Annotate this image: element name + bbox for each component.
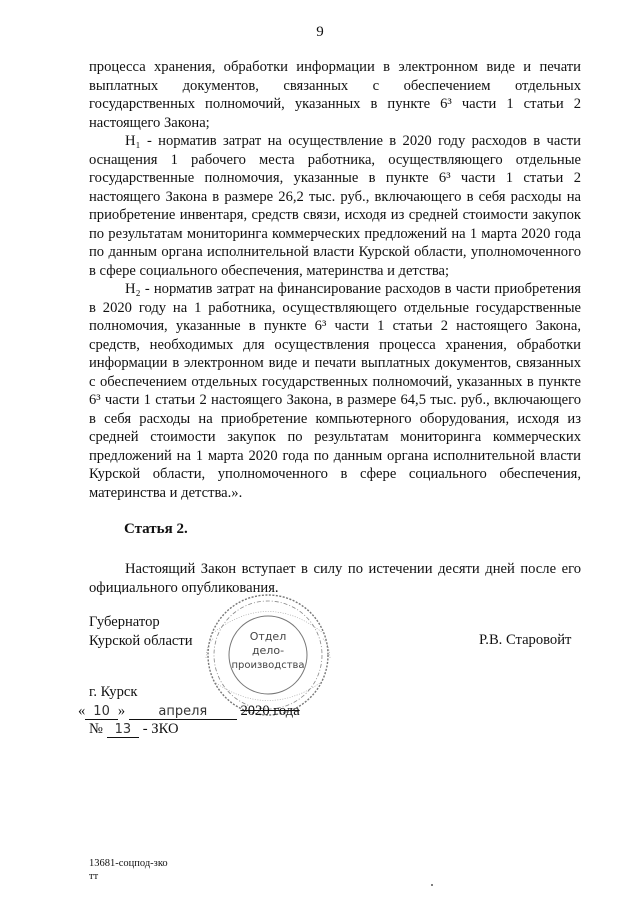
governor-name: Р.В. Старовойт xyxy=(479,632,572,648)
footer-code xyxy=(89,857,168,883)
page-number: 9 xyxy=(316,24,324,40)
stamp-line-1: Отдел xyxy=(249,630,287,643)
document-body xyxy=(89,58,581,502)
governor-title-line1: Губернатор xyxy=(89,614,160,630)
footer-line1: 13681-соцпод-зко xyxy=(89,858,168,869)
governor-title xyxy=(89,613,193,651)
law-number-suffix: - ЗКО xyxy=(142,721,179,737)
paragraph-n2: Н₂ - норматив затрат на финансирование расходов в части приобретения в 2020 году на 1 работника, осуществляющего отдельные государственные полномочия, указанные в пункте 6³ части 1 статьи 2 настоящего Закона, средств, необходимых для осуществления процесса хранения, обработки информации в электронном виде и печати выплатных документов, связанных с обеспечением отдельных государственных полномочий, указанных в пункте 6³ части 1 статьи 2 настоящего Закона, в размере 64,5 тыс. руб., включающего в себя расходы на приобретение компьютерного оборудования, исходя из средней стоимости закупок по результатам мониторинга коммерческих предложений на 1 марта 2020 года по данным органа исполнительной власти Курской области, уполномоченного в сфере социального обеспечения, материнства и детства.». xyxy=(89,281,581,501)
stamp-line-3: производства xyxy=(231,660,305,671)
article-heading: Статья 2. xyxy=(124,521,188,537)
date-day: 10 xyxy=(85,704,118,720)
city: г. Курск xyxy=(89,684,138,700)
scan-speck xyxy=(431,884,433,886)
date-close-quote: » xyxy=(117,703,126,719)
law-number-sign: № xyxy=(89,721,103,737)
paragraph-continuation: процесса хранения, обработки информации в электронном виде и печати выплатных документов, связанных с обеспечением отдельных государственных полномочий, указанных в пункте 6³ части 1 статьи 2 настоящего Закона; xyxy=(89,59,581,131)
date-month: апреля xyxy=(129,704,237,720)
law-number-line xyxy=(89,721,179,738)
paragraph-n1: Н₁ - норматив затрат на осуществление в 2020 году расходов в части оснащения 1 рабочего места работника, осуществляющего отдельные государственные полномочия, указанные в пункте 6³ части 1 статьи 2 настоящего Закона в размере 26,2 тыс. руб., включающего в себя расходы на приобретение инвентаря, средств связи, исходя из средней стоимости закупок по результатам мониторинга коммерческих предложений на 1 марта 2020 года по данным органа исполнительной власти Курской области, уполномоченного в сфере социального обеспечения, материнства и детства; xyxy=(89,133,581,279)
date-line xyxy=(78,703,300,720)
stamp-line-2: дело- xyxy=(251,644,285,657)
governor-title-line2: Курской области xyxy=(89,633,193,649)
law-number: 13 xyxy=(107,722,140,738)
article-2-text: Настоящий Закон вступает в силу по истечении десяти дней после его официального опубликования. xyxy=(89,561,581,596)
date-year: 2020 года xyxy=(240,703,300,719)
footer-line2: тт xyxy=(89,871,99,882)
date-open-quote: « xyxy=(78,703,86,719)
